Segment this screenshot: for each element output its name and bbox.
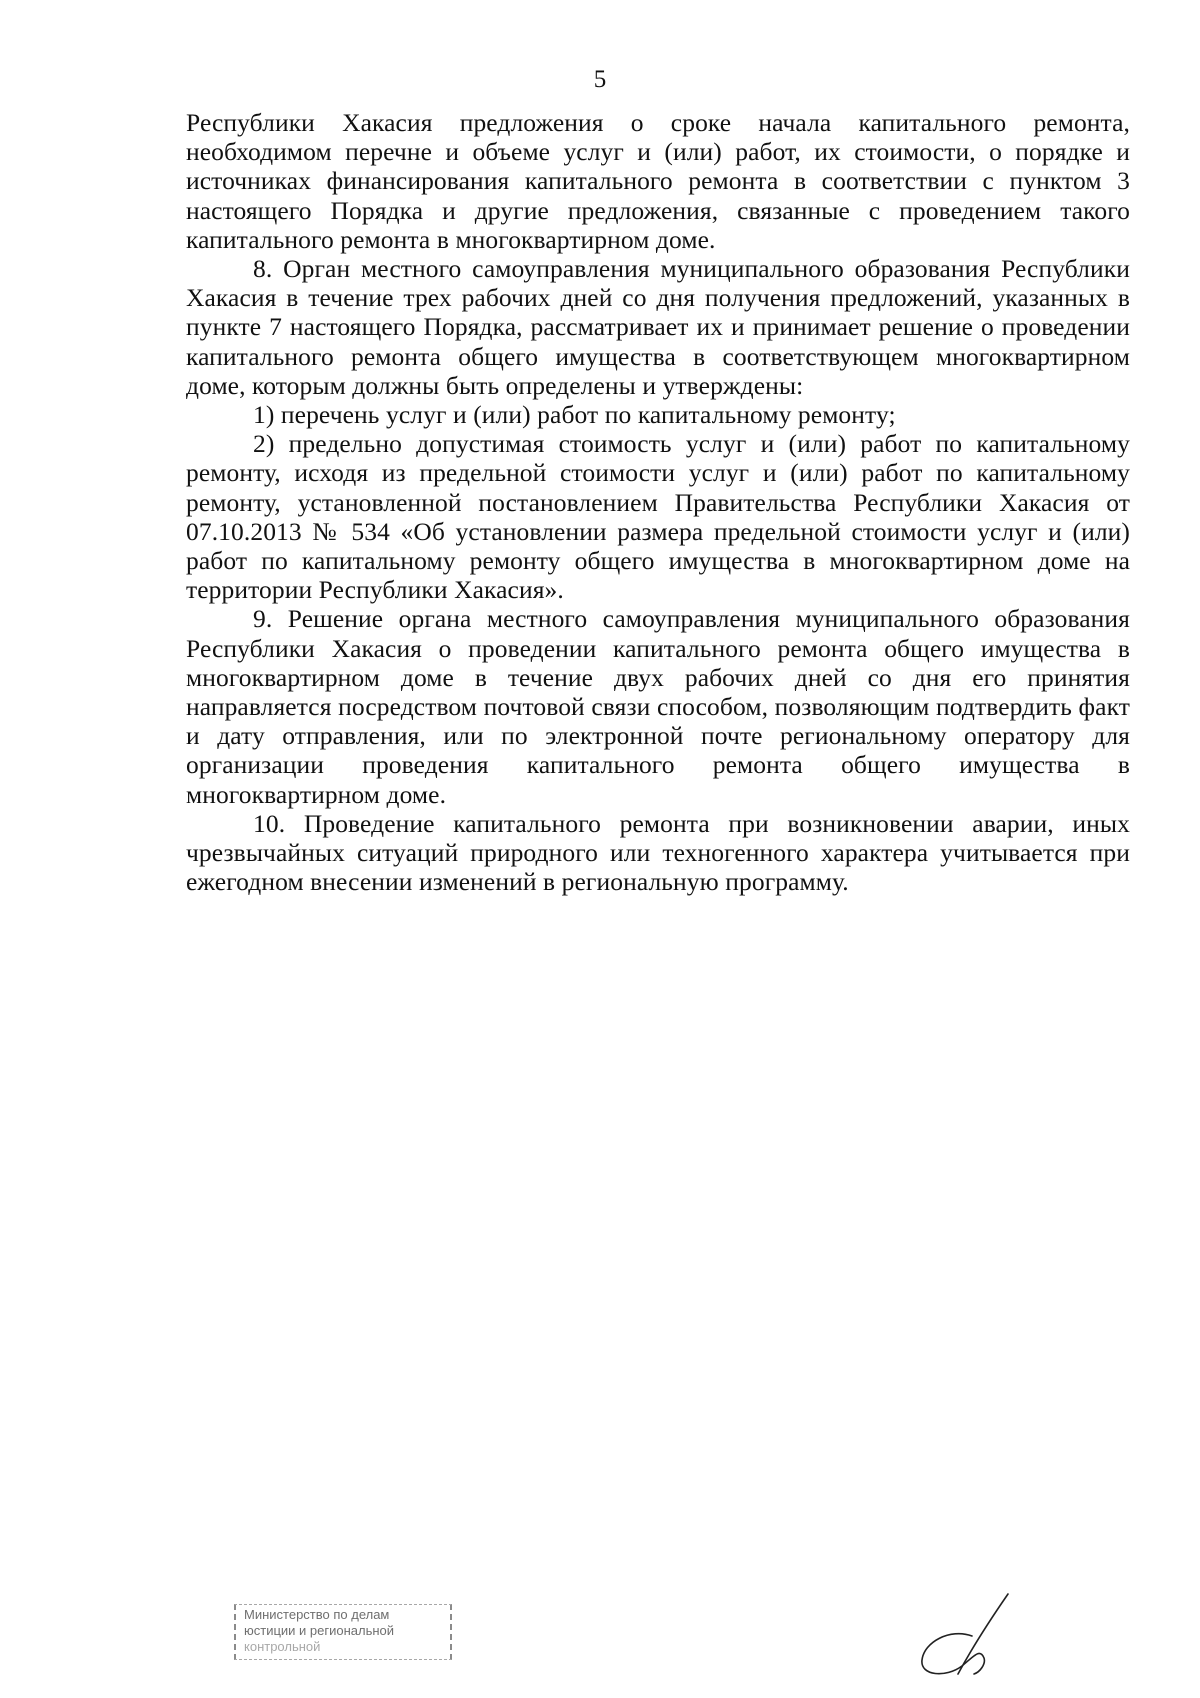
handwritten-signature [910, 1590, 1020, 1680]
stamp-line-2: юстиции и региональной [244, 1623, 395, 1638]
paragraph-item-8-1: 1) перечень услуг и (или) работ по капитальному ремонту; [253, 400, 896, 430]
paragraph-item-10: 10. Проведение капитального ремонта при возникновении аварии, иных чрезвычайных ситуаций природного или техногенного характера учитывается при ежегодном внесении изменений в региональную программу. [186, 808, 1130, 897]
page-number: 5 [593, 66, 607, 93]
stamp-line-1: Министерство по делам [244, 1607, 390, 1622]
paragraph-item-8-2: 2) предельно допустимая стоимость услуг и (или) работ по капитальному ремонту, исходя из предельной стоимости услуг и (или) работ по капитальному ремонту, установленной постановлением Правительства Республики Хакасия от 07.10.2013 № 534 «Об установлении размера предельной стоимости услуг и (или) работ по капитальному ремонту общего имущества в многоквартирном доме на территории Республики Хакасия». [186, 429, 1130, 605]
document-body [186, 108, 1130, 896]
paragraph-continuation: Республики Хакасия предложения о сроке начала капитального ремонта, необходимом перечне и объеме услуг и (или) работ, их стоимости, о порядке и источниках финансирования капитального ремонта в соответствии с пунктом 3 настоящего Порядка и другие предложения, связанные с проведением такого капитального ремонта в многоквартирном доме. [186, 108, 1130, 254]
ministry-stamp [234, 1604, 452, 1660]
stamp-line-3: контрольной [244, 1639, 321, 1654]
paragraph-item-9: 9. Решение органа местного самоуправления муниципального образования Республики Хакасия о проведении капитального ремонта общего имущества в многоквартирном доме в течение двух рабочих дней со дня его принятия направляется посредством почтовой связи способом, позволяющим подтвердить факт и дату отправления, или по электронной почте региональному оператору для организации проведения капитального ремонта общего имущества в многоквартирном доме. [186, 604, 1130, 809]
paragraph-item-8: 8. Орган местного самоуправления муниципального образования Республики Хакасия в течение трех рабочих дней со дня получения предложений, указанных в пункте 7 настоящего Порядка, рассматривает их и принимает решение о проведении капитального ремонта общего имущества в соответствующем многоквартирном доме, которым должны быть определены и утверждены: [186, 254, 1130, 400]
